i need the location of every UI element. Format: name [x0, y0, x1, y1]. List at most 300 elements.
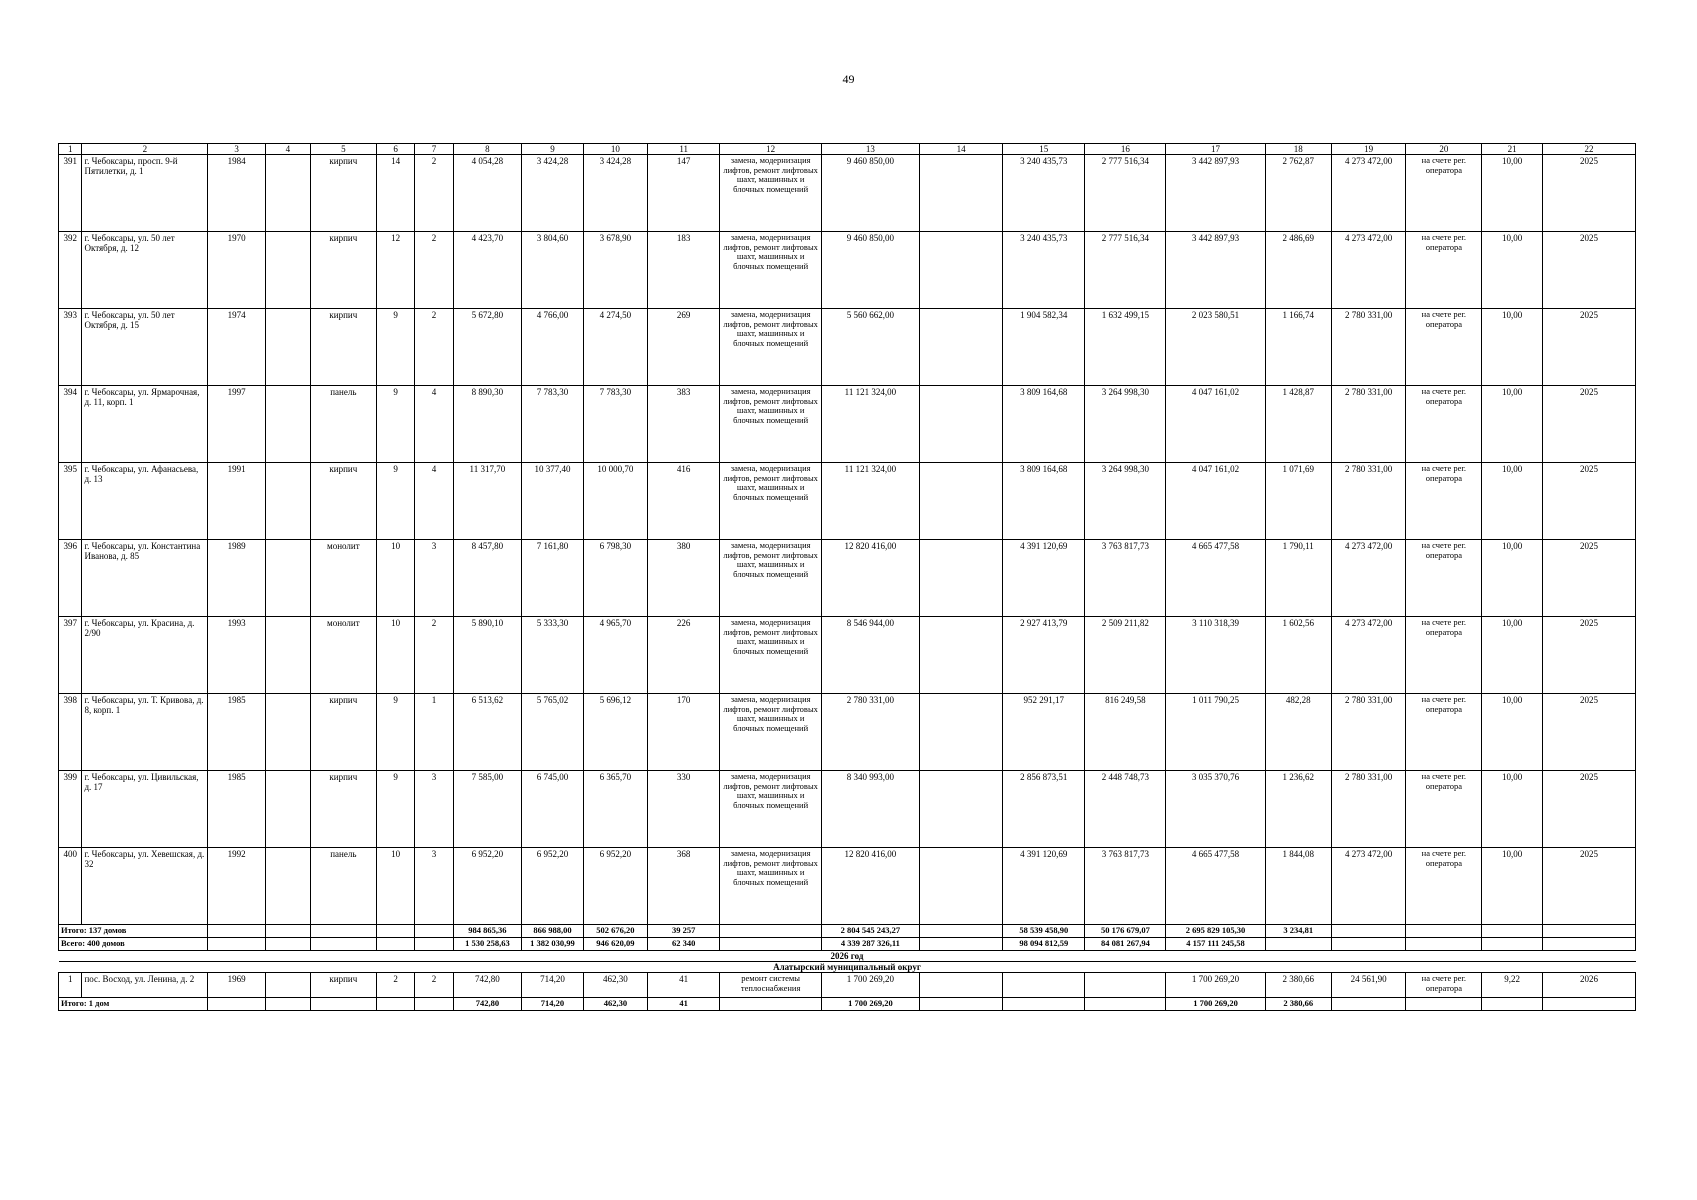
table-row — [59, 617, 1636, 694]
column-number: 17 — [1166, 144, 1265, 155]
total-cell: 3 234,81 — [1265, 925, 1331, 938]
cell-15: 3 240 435,73 — [1003, 232, 1085, 309]
district-heading: Алатырский муниципальный округ — [59, 962, 1636, 973]
total-cell: 4 339 287 326,11 — [821, 938, 919, 951]
floors: 9 — [376, 463, 414, 540]
cell-15: 2 856 873,51 — [1003, 771, 1085, 848]
cell-15: 3 809 164,68 — [1003, 463, 1085, 540]
column-number: 10 — [583, 144, 647, 155]
cell-22: 2025 — [1543, 232, 1636, 309]
floors: 10 — [376, 617, 414, 694]
cell-8: 8 457,80 — [453, 540, 521, 617]
cell-10: 6 365,70 — [583, 771, 647, 848]
entrances: 2 — [415, 155, 453, 232]
build-year: 1992 — [208, 848, 266, 925]
cell-16: 816 249,58 — [1085, 694, 1166, 771]
cell-19: 4 273 472,00 — [1331, 617, 1406, 694]
cell-13: 12 820 416,00 — [821, 540, 919, 617]
cell-10: 3 678,90 — [583, 232, 647, 309]
cell-18: 1 602,56 — [1265, 617, 1331, 694]
cell-22: 2025 — [1543, 771, 1636, 848]
column-number: 8 — [453, 144, 521, 155]
cell-10: 4 274,50 — [583, 309, 647, 386]
build-year: 1974 — [208, 309, 266, 386]
address: пос. Восход, ул. Ленина, д. 2 — [82, 973, 208, 998]
row-number: 392 — [59, 232, 82, 309]
total-cell: 62 340 — [647, 938, 720, 951]
cell-20: на счете рег. оператора — [1406, 848, 1482, 925]
cell-9: 4 766,00 — [522, 309, 584, 386]
column-number: 11 — [647, 144, 720, 155]
cell-22: 2025 — [1543, 463, 1636, 540]
floors: 10 — [376, 540, 414, 617]
cell-8: 742,80 — [453, 973, 521, 998]
cell-17: 3 110 318,39 — [1166, 617, 1265, 694]
cell-20: на счете рег. оператора — [1406, 973, 1482, 998]
cell-9: 7 783,30 — [522, 386, 584, 463]
build-year: 1985 — [208, 771, 266, 848]
page-number: 49 — [842, 72, 855, 86]
column-number: 15 — [1003, 144, 1085, 155]
floors: 12 — [376, 232, 414, 309]
cell-4 — [265, 848, 310, 925]
work-type: замена, модернизация лифтов, ремонт лифтовых шахт, машинных и блочных помещений — [720, 386, 821, 463]
wall-material: кирпич — [310, 463, 376, 540]
cell-4 — [265, 973, 310, 998]
entrances: 2 — [415, 617, 453, 694]
wall-material: панель — [310, 848, 376, 925]
cell-21: 10,00 — [1482, 232, 1543, 309]
column-number: 20 — [1406, 144, 1482, 155]
cell-13: 9 460 850,00 — [821, 155, 919, 232]
row-number: 391 — [59, 155, 82, 232]
cell-16: 1 632 499,15 — [1085, 309, 1166, 386]
table-row — [59, 848, 1636, 925]
floors: 10 — [376, 848, 414, 925]
cell-19: 2 780 331,00 — [1331, 771, 1406, 848]
total-400-row — [59, 938, 1636, 951]
cell-8: 5 672,80 — [453, 309, 521, 386]
entrances: 2 — [415, 309, 453, 386]
build-year: 1985 — [208, 694, 266, 771]
cell-19: 24 561,90 — [1331, 973, 1406, 998]
cell-9: 5 333,30 — [522, 617, 584, 694]
cell-21: 10,00 — [1482, 155, 1543, 232]
column-number-row — [59, 144, 1636, 155]
cell-13: 8 340 993,00 — [821, 771, 919, 848]
total-cell: 866 988,00 — [522, 925, 584, 938]
cell-8: 6 513,62 — [453, 694, 521, 771]
cell-22: 2025 — [1543, 540, 1636, 617]
total-cell: 462,30 — [583, 998, 647, 1011]
cell-9: 6 952,20 — [522, 848, 584, 925]
wall-material: кирпич — [310, 694, 376, 771]
column-number: 3 — [208, 144, 266, 155]
cell-11: 183 — [647, 232, 720, 309]
cell-4 — [265, 155, 310, 232]
cell-10: 7 783,30 — [583, 386, 647, 463]
cell-10: 10 000,70 — [583, 463, 647, 540]
cell-17: 4 665 477,58 — [1166, 848, 1265, 925]
work-type: ремонт системы теплоснабжения — [720, 973, 821, 998]
cell-17: 4 665 477,58 — [1166, 540, 1265, 617]
cell-14 — [919, 309, 1002, 386]
work-type: замена, модернизация лифтов, ремонт лифтовых шахт, машинных и блочных помещений — [720, 694, 821, 771]
table-row — [59, 771, 1636, 848]
cell-19: 4 273 472,00 — [1331, 155, 1406, 232]
work-type: замена, модернизация лифтов, ремонт лифтовых шахт, машинных и блочных помещений — [720, 848, 821, 925]
address: г. Чебоксары, ул. 50 лет Октября, д. 12 — [82, 232, 208, 309]
cell-4 — [265, 386, 310, 463]
cell-11: 368 — [647, 848, 720, 925]
entrances: 3 — [415, 848, 453, 925]
entrances: 3 — [415, 540, 453, 617]
cell-17: 3 442 897,93 — [1166, 155, 1265, 232]
cell-13: 12 820 416,00 — [821, 848, 919, 925]
cell-11: 226 — [647, 617, 720, 694]
cell-9: 3 804,60 — [522, 232, 584, 309]
cell-16: 2 777 516,34 — [1085, 232, 1166, 309]
cell-20: на счете рег. оператора — [1406, 694, 1482, 771]
cell-17: 1 011 790,25 — [1166, 694, 1265, 771]
cell-13: 9 460 850,00 — [821, 232, 919, 309]
cell-9: 5 765,02 — [522, 694, 584, 771]
row-number: 396 — [59, 540, 82, 617]
floors: 9 — [376, 309, 414, 386]
table-row — [59, 973, 1636, 998]
build-year: 1989 — [208, 540, 266, 617]
cell-10: 462,30 — [583, 973, 647, 998]
cell-17: 3 035 370,76 — [1166, 771, 1265, 848]
wall-material: кирпич — [310, 155, 376, 232]
wall-material: кирпич — [310, 771, 376, 848]
column-number: 14 — [919, 144, 1002, 155]
work-type: замена, модернизация лифтов, ремонт лифтовых шахт, машинных и блочных помещений — [720, 771, 821, 848]
cell-18: 482,28 — [1265, 694, 1331, 771]
wall-material: кирпич — [310, 309, 376, 386]
cell-10: 3 424,28 — [583, 155, 647, 232]
cell-4 — [265, 694, 310, 771]
column-number: 18 — [1265, 144, 1331, 155]
cell-11: 330 — [647, 771, 720, 848]
floors: 9 — [376, 771, 414, 848]
cell-19: 4 273 472,00 — [1331, 540, 1406, 617]
column-number: 9 — [522, 144, 584, 155]
address: г. Чебоксары, ул. Цивильская, д. 17 — [82, 771, 208, 848]
column-number: 21 — [1482, 144, 1543, 155]
table-row — [59, 540, 1636, 617]
total-137-row — [59, 925, 1636, 938]
cell-8: 7 585,00 — [453, 771, 521, 848]
column-number: 1 — [59, 144, 82, 155]
floors: 9 — [376, 694, 414, 771]
cell-15: 2 927 413,79 — [1003, 617, 1085, 694]
total-cell: 1 700 269,20 — [821, 998, 919, 1011]
work-type: замена, модернизация лифтов, ремонт лифтовых шахт, машинных и блочных помещений — [720, 463, 821, 540]
cell-4 — [265, 771, 310, 848]
address: г. Чебоксары, ул. Ярмарочная, д. 11, корп. 1 — [82, 386, 208, 463]
cell-14 — [919, 386, 1002, 463]
wall-material: монолит — [310, 617, 376, 694]
work-type: замена, модернизация лифтов, ремонт лифтовых шахт, машинных и блочных помещений — [720, 540, 821, 617]
cell-20: на счете рег. оператора — [1406, 155, 1482, 232]
entrances: 2 — [415, 973, 453, 998]
cell-18: 2 762,87 — [1265, 155, 1331, 232]
total-cell: 41 — [647, 998, 720, 1011]
wall-material: монолит — [310, 540, 376, 617]
cell-18: 1 844,08 — [1265, 848, 1331, 925]
cell-10: 6 798,30 — [583, 540, 647, 617]
floors: 2 — [376, 973, 414, 998]
cell-18: 2 486,69 — [1265, 232, 1331, 309]
cell-15: 3 809 164,68 — [1003, 386, 1085, 463]
cell-4 — [265, 463, 310, 540]
total-cell: 39 257 — [647, 925, 720, 938]
total-label: Всего: 400 домов — [59, 938, 208, 951]
total-1-row — [59, 998, 1636, 1011]
cell-15: 4 391 120,69 — [1003, 540, 1085, 617]
total-cell: 58 539 458,90 — [1003, 925, 1085, 938]
total-label: Итого: 137 домов — [59, 925, 208, 938]
cell-21: 10,00 — [1482, 771, 1543, 848]
cell-18: 2 380,66 — [1265, 973, 1331, 998]
cell-11: 383 — [647, 386, 720, 463]
cell-9: 3 424,28 — [522, 155, 584, 232]
cell-13: 1 700 269,20 — [821, 973, 919, 998]
table-body — [59, 144, 1636, 1011]
build-year: 1970 — [208, 232, 266, 309]
cell-14 — [919, 973, 1002, 998]
cell-14 — [919, 155, 1002, 232]
cell-19: 2 780 331,00 — [1331, 694, 1406, 771]
cell-15 — [1003, 973, 1085, 998]
cell-9: 6 745,00 — [522, 771, 584, 848]
cell-8: 4 423,70 — [453, 232, 521, 309]
cell-4 — [265, 540, 310, 617]
table-row — [59, 309, 1636, 386]
total-cell: 98 094 812,59 — [1003, 938, 1085, 951]
total-cell: 502 676,20 — [583, 925, 647, 938]
cell-10: 5 696,12 — [583, 694, 647, 771]
cell-10: 4 965,70 — [583, 617, 647, 694]
cell-18: 1 790,11 — [1265, 540, 1331, 617]
cell-18: 1 166,74 — [1265, 309, 1331, 386]
cell-11: 147 — [647, 155, 720, 232]
cell-20: на счете рег. оператора — [1406, 309, 1482, 386]
address: г. Чебоксары, ул. Красина, д. 2/90 — [82, 617, 208, 694]
row-number: 400 — [59, 848, 82, 925]
build-year: 1997 — [208, 386, 266, 463]
column-number: 22 — [1543, 144, 1636, 155]
cell-15: 3 240 435,73 — [1003, 155, 1085, 232]
work-type: замена, модернизация лифтов, ремонт лифтовых шахт, машинных и блочных помещений — [720, 309, 821, 386]
build-year: 1969 — [208, 973, 266, 998]
cell-19: 2 780 331,00 — [1331, 309, 1406, 386]
cell-19: 4 273 472,00 — [1331, 848, 1406, 925]
district-heading-row — [59, 962, 1636, 973]
wall-material: кирпич — [310, 232, 376, 309]
cell-21: 9,22 — [1482, 973, 1543, 998]
cell-4 — [265, 232, 310, 309]
cell-15: 1 904 582,34 — [1003, 309, 1085, 386]
entrances: 4 — [415, 463, 453, 540]
wall-material: кирпич — [310, 973, 376, 998]
work-type: замена, модернизация лифтов, ремонт лифтовых шахт, машинных и блочных помещений — [720, 617, 821, 694]
cell-14 — [919, 617, 1002, 694]
entrances: 2 — [415, 232, 453, 309]
column-number: 6 — [376, 144, 414, 155]
entrances: 4 — [415, 386, 453, 463]
cell-8: 11 317,70 — [453, 463, 521, 540]
cell-9: 714,20 — [522, 973, 584, 998]
cell-15: 4 391 120,69 — [1003, 848, 1085, 925]
cell-16: 3 763 817,73 — [1085, 540, 1166, 617]
cell-11: 170 — [647, 694, 720, 771]
column-number: 19 — [1331, 144, 1406, 155]
cell-9: 10 377,40 — [522, 463, 584, 540]
cell-13: 11 121 324,00 — [821, 386, 919, 463]
cell-20: на счете рег. оператора — [1406, 232, 1482, 309]
total-cell: 714,20 — [522, 998, 584, 1011]
column-number: 13 — [821, 144, 919, 155]
table-row — [59, 694, 1636, 771]
address: г. Чебоксары, ул. Т. Кривова, д. 8, корп. 1 — [82, 694, 208, 771]
cell-16 — [1085, 973, 1166, 998]
address: г. Чебоксары, ул. Афанасьева, д. 13 — [82, 463, 208, 540]
total-cell: 1 530 258,63 — [453, 938, 521, 951]
cell-8: 5 890,10 — [453, 617, 521, 694]
cell-22: 2025 — [1543, 617, 1636, 694]
cell-13: 8 546 944,00 — [821, 617, 919, 694]
wall-material: панель — [310, 386, 376, 463]
cell-10: 6 952,20 — [583, 848, 647, 925]
cell-18: 1 428,87 — [1265, 386, 1331, 463]
floors: 9 — [376, 386, 414, 463]
build-year: 1984 — [208, 155, 266, 232]
table-row — [59, 386, 1636, 463]
entrances: 1 — [415, 694, 453, 771]
total-cell: 742,80 — [453, 998, 521, 1011]
cell-16: 2 777 516,34 — [1085, 155, 1166, 232]
cell-4 — [265, 617, 310, 694]
cell-21: 10,00 — [1482, 463, 1543, 540]
cell-20: на счете рег. оператора — [1406, 617, 1482, 694]
total-cell: 4 157 111 245,58 — [1166, 938, 1265, 951]
cell-22: 2026 — [1543, 973, 1636, 998]
year-heading: 2026 год — [59, 951, 1636, 962]
cell-21: 10,00 — [1482, 848, 1543, 925]
cell-16: 3 264 998,30 — [1085, 386, 1166, 463]
cell-13: 11 121 324,00 — [821, 463, 919, 540]
cell-22: 2025 — [1543, 694, 1636, 771]
cell-22: 2025 — [1543, 848, 1636, 925]
row-number: 393 — [59, 309, 82, 386]
cell-19: 2 780 331,00 — [1331, 463, 1406, 540]
cell-16: 3 264 998,30 — [1085, 463, 1166, 540]
cell-11: 380 — [647, 540, 720, 617]
row-number: 397 — [59, 617, 82, 694]
cell-14 — [919, 232, 1002, 309]
cell-16: 2 448 748,73 — [1085, 771, 1166, 848]
cell-20: на счете рег. оператора — [1406, 386, 1482, 463]
total-cell: 984 865,36 — [453, 925, 521, 938]
cell-20: на счете рег. оператора — [1406, 463, 1482, 540]
work-type: замена, модернизация лифтов, ремонт лифтовых шахт, машинных и блочных помещений — [720, 232, 821, 309]
cell-14 — [919, 848, 1002, 925]
cell-16: 2 509 211,82 — [1085, 617, 1166, 694]
cell-4 — [265, 309, 310, 386]
cell-11: 269 — [647, 309, 720, 386]
cell-17: 3 442 897,93 — [1166, 232, 1265, 309]
cell-16: 3 763 817,73 — [1085, 848, 1166, 925]
row-number: 399 — [59, 771, 82, 848]
total-cell: 946 620,09 — [583, 938, 647, 951]
cell-22: 2025 — [1543, 309, 1636, 386]
build-year: 1991 — [208, 463, 266, 540]
cell-8: 8 890,30 — [453, 386, 521, 463]
total-cell: 50 176 679,07 — [1085, 925, 1166, 938]
floors: 14 — [376, 155, 414, 232]
total-cell: 1 700 269,20 — [1166, 998, 1265, 1011]
total-cell: 2 804 545 243,27 — [821, 925, 919, 938]
capital-repair-table — [58, 143, 1636, 1011]
cell-14 — [919, 694, 1002, 771]
cell-21: 10,00 — [1482, 694, 1543, 771]
address: г. Чебоксары, ул. 50 лет Октября, д. 15 — [82, 309, 208, 386]
entrances: 3 — [415, 771, 453, 848]
address: г. Чебоксары, ул. Хевешская, д. 32 — [82, 848, 208, 925]
column-number: 16 — [1085, 144, 1166, 155]
row-number: 1 — [59, 973, 82, 998]
cell-9: 7 161,80 — [522, 540, 584, 617]
column-number: 12 — [720, 144, 821, 155]
cell-18: 1 071,69 — [1265, 463, 1331, 540]
build-year: 1993 — [208, 617, 266, 694]
cell-18: 1 236,62 — [1265, 771, 1331, 848]
cell-22: 2025 — [1543, 386, 1636, 463]
column-number: 2 — [82, 144, 208, 155]
cell-19: 4 273 472,00 — [1331, 232, 1406, 309]
column-number: 4 — [265, 144, 310, 155]
table-row — [59, 155, 1636, 232]
table-row — [59, 232, 1636, 309]
row-number: 395 — [59, 463, 82, 540]
total-label: Итого: 1 дом — [59, 998, 208, 1011]
address: г. Чебоксары, просп. 9-й Пятилетки, д. 1 — [82, 155, 208, 232]
total-cell: 2 380,66 — [1265, 998, 1331, 1011]
cell-22: 2025 — [1543, 155, 1636, 232]
row-number: 394 — [59, 386, 82, 463]
cell-17: 4 047 161,02 — [1166, 463, 1265, 540]
address: г. Чебоксары, ул. Константина Иванова, д. 85 — [82, 540, 208, 617]
cell-14 — [919, 463, 1002, 540]
row-number: 398 — [59, 694, 82, 771]
cell-17: 2 023 580,51 — [1166, 309, 1265, 386]
column-number: 5 — [310, 144, 376, 155]
work-type: замена, модернизация лифтов, ремонт лифтовых шахт, машинных и блочных помещений — [720, 155, 821, 232]
cell-13: 2 780 331,00 — [821, 694, 919, 771]
cell-8: 6 952,20 — [453, 848, 521, 925]
cell-21: 10,00 — [1482, 540, 1543, 617]
cell-21: 10,00 — [1482, 309, 1543, 386]
cell-8: 4 054,28 — [453, 155, 521, 232]
cell-20: на счете рег. оператора — [1406, 540, 1482, 617]
cell-21: 10,00 — [1482, 386, 1543, 463]
cell-19: 2 780 331,00 — [1331, 386, 1406, 463]
cell-13: 5 560 662,00 — [821, 309, 919, 386]
year-heading-row — [59, 951, 1636, 962]
cell-14 — [919, 540, 1002, 617]
